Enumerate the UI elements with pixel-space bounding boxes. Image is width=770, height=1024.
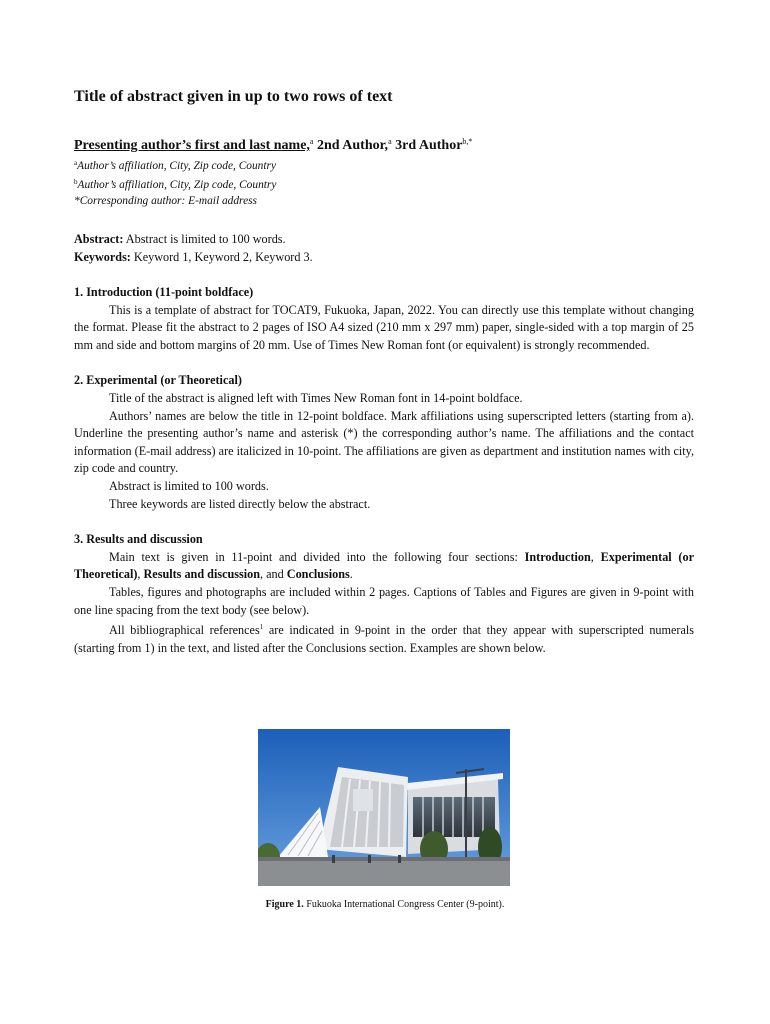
- corresponding-line: [74, 193, 694, 209]
- paragraph: Abstract is limited to 100 words.: [109, 478, 269, 493]
- affiliation-line: [74, 174, 694, 193]
- affil-text: Author’s affiliation, City, Zip code, Country: [77, 160, 277, 172]
- paragraph: [74, 619, 694, 657]
- text-run: , and: [260, 567, 287, 582]
- paragraph: Authors’ names are below the title in 12-point boldface. Mark affiliations using superscripted letters (starting from a). Underline the presenting author’s name and asterisk (*) the corresponding author’s name. The affiliations and the contact information (E-mail address) are italicized in 10-point. The affiliations are given as department and institution names with city, zip code and country.: [74, 408, 694, 476]
- text-run: ,: [137, 567, 144, 582]
- abstract-text: Abstract is limited to 100 words.: [123, 232, 286, 246]
- text-run: .: [349, 567, 353, 582]
- keywords-label: Keywords:: [74, 249, 131, 264]
- section-introduction: [74, 284, 694, 354]
- affil-sup: a: [74, 159, 78, 167]
- corresponding-text: *Corresponding author: E-mail address: [74, 195, 257, 207]
- bold-run: Conclusions: [286, 567, 350, 582]
- abstract-line: [74, 231, 694, 249]
- section-results: [74, 531, 694, 657]
- author-affil-sup: a: [388, 137, 392, 146]
- text-run: Main text is given in 11-point and divided into the following four sections:: [109, 549, 525, 564]
- figure-caption: [0, 898, 770, 912]
- text-run: All bibliographical references: [109, 623, 260, 638]
- reference-sup: 1: [259, 623, 264, 632]
- text-run: ,: [590, 549, 601, 564]
- abstract-label: Abstract:: [74, 232, 124, 246]
- bold-run: Experimental (or Theoretical): [74, 549, 694, 582]
- figure-photo: [258, 729, 510, 886]
- bold-run: Introduction: [524, 549, 591, 564]
- figure-label: Figure 1.: [265, 899, 304, 910]
- presenting-author: Presenting author’s first and last name,: [74, 138, 310, 153]
- second-author: 2nd Author,: [313, 138, 389, 153]
- paragraph: Title of the abstract is aligned left with Times New Roman font in 14-point boldface.: [109, 390, 523, 405]
- affil-sup: b: [74, 178, 78, 186]
- third-author: 3rd Author: [391, 138, 463, 153]
- paragraph: Tables, figures and photographs are included within 2 pages. Captions of Tables and Figures are given in 9-point with one line spacing from the text body (see below).: [74, 584, 694, 617]
- author-affil-sup: a: [309, 137, 314, 146]
- paragraph: Three keywords are listed directly below the abstract.: [109, 496, 371, 511]
- section-heading: 3. Results and discussion: [74, 532, 203, 547]
- section-heading: 1. Introduction (11-point boldface): [74, 285, 254, 299]
- abstract-keywords: [74, 231, 694, 266]
- congress-center-image: [258, 729, 510, 886]
- figure-caption-text: Fukuoka International Congress Center (9-point).: [303, 899, 505, 910]
- author-list: [74, 133, 694, 155]
- affil-text: Author’s affiliation, City, Zip code, Country: [77, 179, 277, 191]
- paragraph: This is a template of abstract for TOCAT9, Fukuoka, Japan, 2022. You can directly use this template without changing the format. Please fit the abstract to 2 pages of ISO A4 sized (210 mm x 297 mm) paper, single-sided with a top margin of 25 mm and side and bottom margins of 20 mm. Use of Times New Roman font (or equivalent) is strongly recommended.: [74, 302, 694, 352]
- section-heading: 2. Experimental (or Theoretical): [74, 373, 242, 388]
- bold-run: Results and discussion: [143, 567, 261, 582]
- abstract-body: [74, 86, 694, 657]
- abstract-title: Title of abstract given in up to two rows of text: [74, 88, 393, 105]
- paragraph: [74, 549, 694, 584]
- text-run: are indicated in 9-point in the order that they appear with superscripted numerals (starting from 1) in the text, and listed after the Conclusions section. Examples are shown below.: [74, 623, 694, 655]
- keywords-line: [74, 249, 694, 267]
- keywords-text: Keyword 1, Keyword 2, Keyword 3.: [130, 249, 313, 264]
- section-experimental: [74, 372, 694, 513]
- author-affil-sup: b,*: [462, 137, 473, 146]
- affiliation-line: [74, 155, 694, 174]
